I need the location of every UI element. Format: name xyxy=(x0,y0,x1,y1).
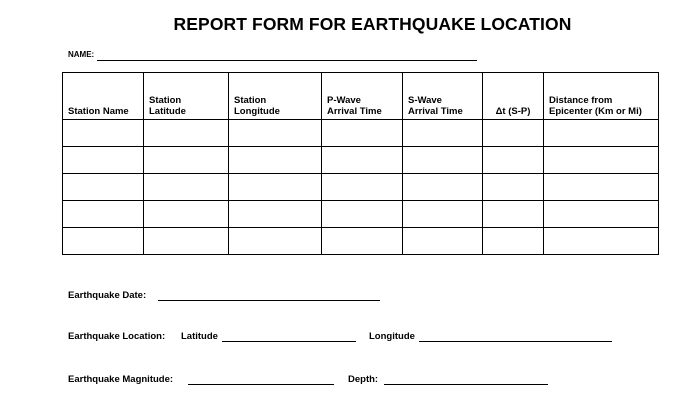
cell-station-longitude[interactable] xyxy=(229,120,322,147)
form-title: REPORT FORM FOR EARTHQUAKE LOCATION xyxy=(173,14,572,34)
earthquake-magnitude-label: Earthquake Magnitude: xyxy=(68,374,174,385)
latitude-blank[interactable] xyxy=(222,341,356,342)
column-header-station-name xyxy=(63,73,144,120)
column-header-s-wave-arrival xyxy=(403,73,483,120)
cell-delta-t[interactable] xyxy=(483,174,544,201)
column-header-text: Longitude xyxy=(234,106,280,117)
column-header-text: Station xyxy=(149,95,182,106)
cell-delta-t[interactable] xyxy=(483,201,544,228)
cell-p-wave-arrival[interactable] xyxy=(322,201,403,228)
column-header-text: Arrival Time xyxy=(408,106,463,117)
earthquake-location-label: Earthquake Location: xyxy=(68,331,166,342)
cell-s-wave-arrival[interactable] xyxy=(403,228,483,255)
cell-station-longitude[interactable] xyxy=(229,174,322,201)
column-header-text: Latitude xyxy=(149,106,186,117)
cell-station-name[interactable] xyxy=(63,174,144,201)
cell-distance[interactable] xyxy=(544,174,659,201)
cell-s-wave-arrival[interactable] xyxy=(403,120,483,147)
column-header-p-wave-arrival xyxy=(322,73,403,120)
column-header-text: P-Wave xyxy=(327,95,361,106)
cell-p-wave-arrival[interactable] xyxy=(322,147,403,174)
cell-station-name[interactable] xyxy=(63,228,144,255)
name-blank-line[interactable] xyxy=(97,60,477,61)
name-label: NAME: xyxy=(68,50,95,59)
cell-s-wave-arrival[interactable] xyxy=(403,174,483,201)
column-header-text: Epicenter (Km or Mi) xyxy=(549,106,642,117)
cell-station-longitude[interactable] xyxy=(229,228,322,255)
cell-station-latitude[interactable] xyxy=(144,147,229,174)
column-header-text: Station xyxy=(234,95,267,106)
table-row xyxy=(63,147,659,174)
cell-p-wave-arrival[interactable] xyxy=(322,120,403,147)
cell-s-wave-arrival[interactable] xyxy=(403,147,483,174)
earthquake-date-label: Earthquake Date: xyxy=(68,290,147,301)
column-header-text: Arrival Time xyxy=(327,106,382,117)
table-row xyxy=(63,201,659,228)
cell-distance[interactable] xyxy=(544,201,659,228)
cell-distance[interactable] xyxy=(544,228,659,255)
cell-station-latitude[interactable] xyxy=(144,228,229,255)
table-header-row xyxy=(63,73,659,120)
latitude-label: Latitude xyxy=(181,331,218,342)
cell-delta-t[interactable] xyxy=(483,228,544,255)
cell-station-latitude[interactable] xyxy=(144,201,229,228)
column-header-text: S-Wave xyxy=(408,95,442,106)
cell-delta-t[interactable] xyxy=(483,120,544,147)
column-header-text: Δt (S-P) xyxy=(495,106,531,117)
column-header-distance-from-epicenter xyxy=(544,73,659,120)
table-row xyxy=(63,174,659,201)
cell-distance[interactable] xyxy=(544,147,659,174)
column-header-text: Station Name xyxy=(68,106,129,117)
cell-station-latitude[interactable] xyxy=(144,174,229,201)
column-header-station-longitude xyxy=(229,73,322,120)
earthquake-date-blank[interactable] xyxy=(158,300,380,301)
cell-station-name[interactable] xyxy=(63,147,144,174)
station-data-table xyxy=(62,72,659,255)
column-header-delta-t xyxy=(483,73,544,120)
cell-station-name[interactable] xyxy=(63,120,144,147)
column-header-station-latitude xyxy=(144,73,229,120)
depth-label: Depth: xyxy=(348,374,379,385)
table-row xyxy=(63,120,659,147)
cell-s-wave-arrival[interactable] xyxy=(403,201,483,228)
earthquake-magnitude-blank[interactable] xyxy=(188,384,334,385)
cell-p-wave-arrival[interactable] xyxy=(322,174,403,201)
cell-station-longitude[interactable] xyxy=(229,147,322,174)
cell-station-longitude[interactable] xyxy=(229,201,322,228)
cell-distance[interactable] xyxy=(544,120,659,147)
longitude-label: Longitude xyxy=(369,331,415,342)
cell-station-latitude[interactable] xyxy=(144,120,229,147)
cell-p-wave-arrival[interactable] xyxy=(322,228,403,255)
cell-delta-t[interactable] xyxy=(483,147,544,174)
longitude-blank[interactable] xyxy=(419,341,612,342)
depth-blank[interactable] xyxy=(384,384,548,385)
column-header-text: Distance from xyxy=(549,95,613,106)
table-row xyxy=(63,228,659,255)
cell-station-name[interactable] xyxy=(63,201,144,228)
